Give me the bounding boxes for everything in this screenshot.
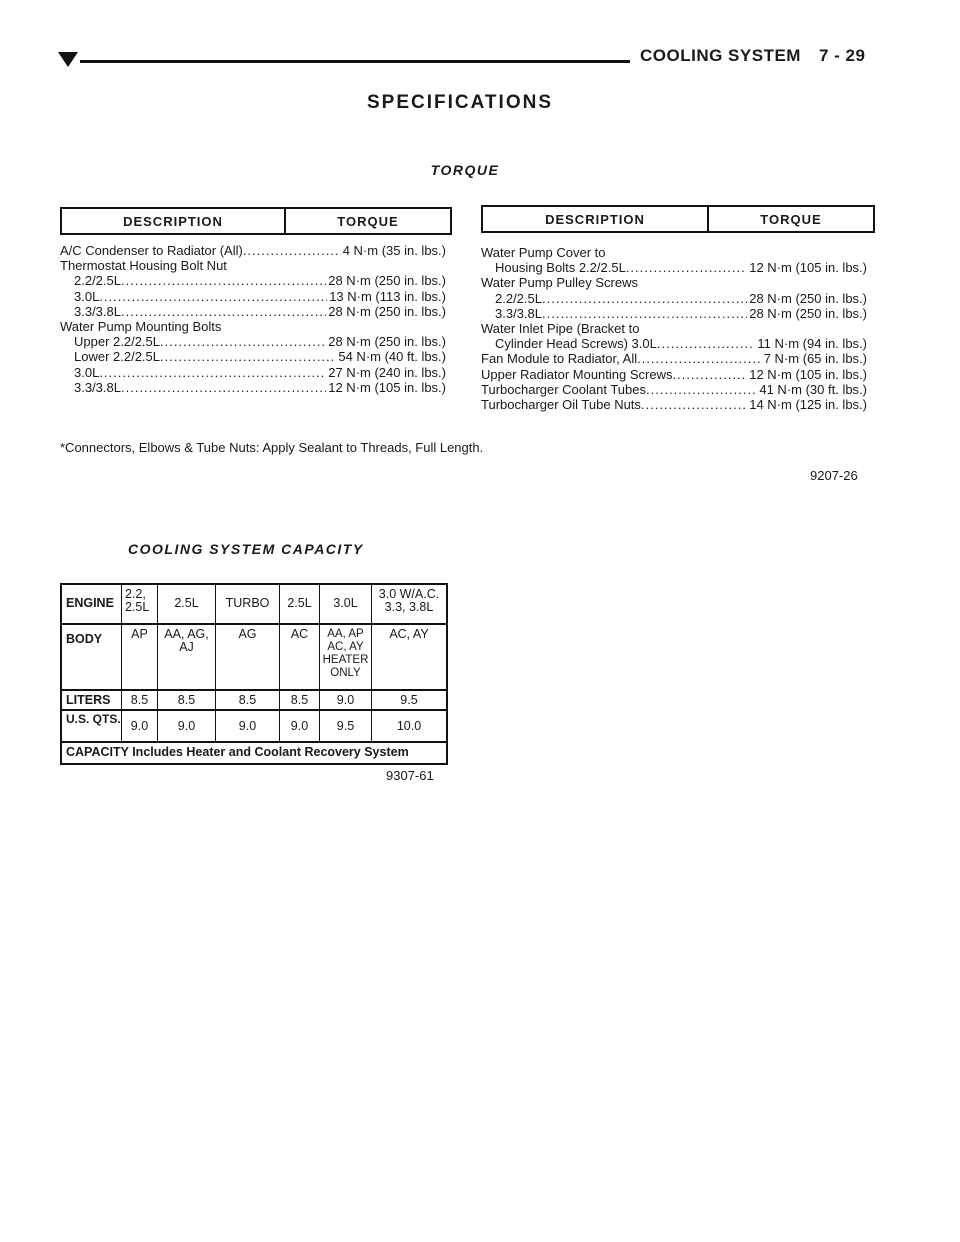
capacity-title: COOLING SYSTEM CAPACITY (128, 541, 364, 557)
figure-id: 9207-26 (810, 468, 858, 483)
torque-footnote: *Connectors, Elbows & Tube Nuts: Apply Sealant to Threads, Full Length. (60, 440, 484, 455)
table-row-body: BODY AP AA, AG, AJ AG AC AA, AP AC, AY HEATER ONLY AC, AY (62, 623, 446, 691)
list-item: A/C Condenser to Radiator (All) ..... 4 N·m (35 in. lbs.) (60, 243, 446, 258)
figure-id: 9307-61 (386, 768, 434, 783)
list-item: 3.3/3.8L ..... 28 N·m (250 in. lbs.) (481, 306, 867, 321)
col-description: DESCRIPTION (62, 209, 286, 233)
list-item: Housing Bolts 2.2/2.5L ..... 12 N·m (105 in. lbs.) (481, 260, 867, 275)
list-item: Turbocharger Coolant Tubes ..... 41 N·m (30 ft. lbs.) (481, 382, 867, 397)
table-row-qts: U.S. QTS. 9.0 9.0 9.0 9.0 9.5 10.0 (62, 709, 446, 743)
torque-list-left (60, 243, 446, 395)
list-item: 2.2/2.5L ..... 28 N·m (250 in. lbs.) (481, 291, 867, 306)
header-triangle-icon (58, 52, 78, 67)
row-label: U.S. QTS. (62, 711, 122, 743)
list-heading: Water Inlet Pipe (Bracket to (481, 321, 640, 337)
section-title: COOLING SYSTEM (640, 46, 801, 65)
list-item: Upper Radiator Mounting Screws ..... 12 N·m (105 in. lbs.) (481, 367, 867, 382)
list-item: 3.3/3.8L ..... 12 N·m (105 in. lbs.) (60, 380, 446, 395)
list-heading: Water Pump Pulley Screws (481, 275, 639, 291)
col-description: DESCRIPTION (483, 207, 709, 231)
page-number: 7 - 29 (818, 46, 866, 65)
col-torque: TORQUE (760, 211, 822, 227)
list-item: 3.0L ..... 27 N·m (240 in. lbs.) (60, 365, 446, 380)
header-rule (80, 60, 630, 63)
torque-table-header-left (60, 207, 452, 235)
list-item: Upper 2.2/2.5L ..... 28 N·m (250 in. lbs.) (60, 334, 446, 349)
list-item: 2.2/2.5L ..... 28 N·m (250 in. lbs.) (60, 273, 446, 288)
table-row-engine: ENGINE 2.2, 2.5L 2.5L TURBO 2.5L 3.0L 3.0 W/A.C. 3.3, 3.8L (62, 585, 446, 623)
list-heading: Thermostat Housing Bolt Nut (60, 258, 227, 274)
list-item: Turbocharger Oil Tube Nuts ..... 14 N·m (125 in. lbs.) (481, 397, 867, 412)
torque-title: TORQUE (430, 162, 500, 178)
list-item: Cylinder Head Screws) 3.0L ..... 11 N·m (94 in. lbs.) (481, 336, 867, 351)
list-item: Fan Module to Radiator, All ..... 7 N·m (65 in. lbs.) (481, 351, 867, 366)
list-item: 3.0L ..... 13 N·m (113 in. lbs.) (60, 289, 446, 304)
torque-list-right (481, 245, 867, 412)
col-torque: TORQUE (337, 213, 399, 229)
specifications-title: SPECIFICATIONS (367, 92, 553, 113)
row-label: LITERS (62, 691, 122, 711)
table-row-liters: LITERS 8.5 8.5 8.5 8.5 9.0 9.5 (62, 689, 446, 711)
torque-table-header-right (481, 205, 875, 233)
list-item: Lower 2.2/2.5L ..... 54 N·m (40 ft. lbs.) (60, 349, 446, 364)
row-label: BODY (62, 625, 122, 691)
capacity-table (60, 583, 448, 765)
list-heading: Water Pump Cover to (481, 245, 606, 260)
row-label: ENGINE (62, 585, 122, 623)
capacity-note: CAPACITY Includes Heater and Coolant Recovery System (66, 745, 409, 759)
page-header (640, 46, 880, 66)
table-divider (62, 741, 446, 743)
list-item: 3.3/3.8L ..... 28 N·m (250 in. lbs.) (60, 304, 446, 319)
list-heading: Water Pump Mounting Bolts (60, 319, 222, 335)
